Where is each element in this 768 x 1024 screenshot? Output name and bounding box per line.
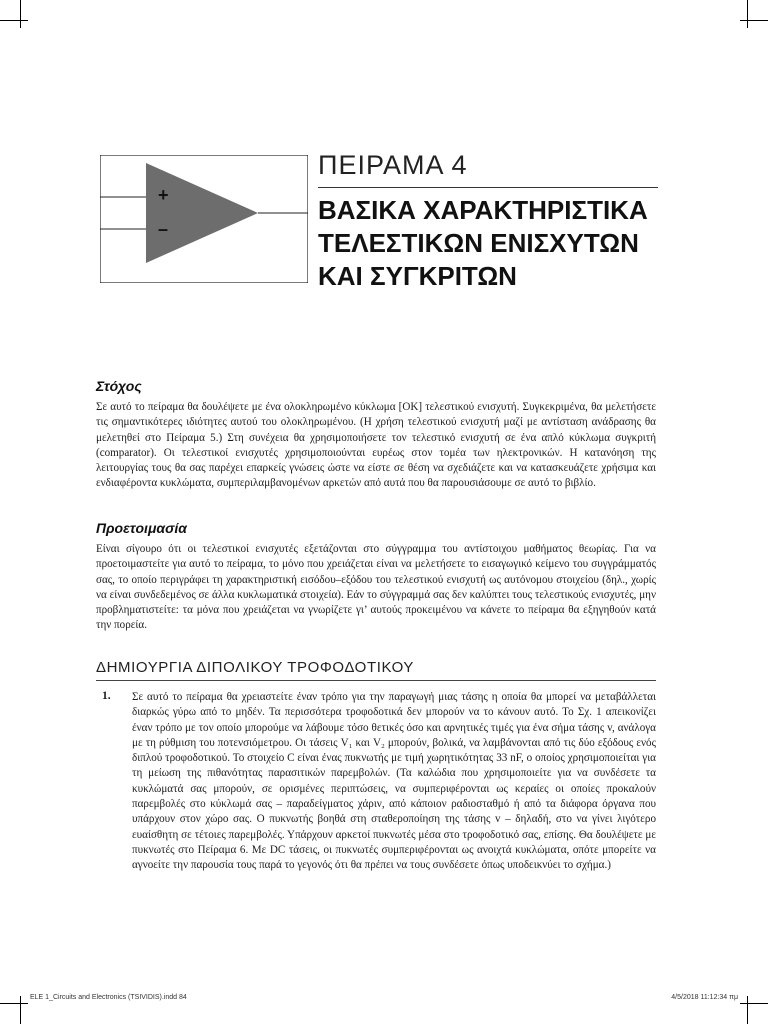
goal-section <box>96 378 656 492</box>
numbered-item <box>96 690 656 874</box>
crop-mark <box>20 996 21 1024</box>
opamp-symbol-illustration <box>100 155 308 283</box>
crop-mark <box>740 20 768 21</box>
power-supply-section <box>96 659 656 874</box>
preparation-heading: Προετοιμασία <box>96 520 187 536</box>
section-title: ΔΗΜΙΟΥΡΓΙΑ ΔΙΠΟΛΙΚΟΥ ΤΡΟΦΟΔΟΤΙΚΟΥ <box>96 659 415 676</box>
item-number: 1. <box>102 690 111 702</box>
crop-mark <box>747 0 748 28</box>
footer-file-info: ELE 1_Circuits and Electronics (TSIVIDIS).indd 84 <box>30 994 187 1001</box>
preparation-paragraph: Είναι σίγουρο ότι οι τελεστικοί ενισχυτές εξετάζονται στο σύγγραμμα του αντίστοιχου μαθήματος θεωρίας. Για να προετοιμαστείτε για αυτό το πείραμα, το μόνο που χρειάζεται είναι να μελετήσετε το εισαγωγικό κείμενο του συγγράμματός σας, το οποίο περιγράφει τη χαρακτηριστική εισόδου–εξόδου του τελεστικού ενισχυτή ως αυτόνομου στοιχείου (δηλ., χωρίς να είναι συνδεδεμένος σε άλλα κυκλωματικά στοιχεία). Εάν το σύγγραμμά σας δεν καλύπτει τους τελεστικούς ενισχυτές, μην προβληματιστείτε: τα μόνα που χρειάζεται να γνωρίζετε γι’ αυτούς προκειμένου να κάνετε το πείραμα θα εξηγηθούν κατά την πορεία. <box>96 543 656 632</box>
goal-paragraph: Σε αυτό το πείραμα θα δουλέψετε με ένα ολοκληρωμένο κύκλωμα [ΟΚ] τελεστικού ενισχυτή. Συγκεκριμένα, θα μελετήσετε τις σημαντικότερες ιδιότητες αυτού του ολοκληρωμένου. (Η χρήση τελεστικού ενισχυτή μαζί με αντίσταση ανάδρασης θα μελετηθεί στο Πείραμα 5.) Στη συνέχεια θα χρησιμοποιήσετε τον τελεστικό ενισχυτή σε ένα απλό κύκλωμα συγκριτή (comparator). Οι τελεστικοί ενισχυτές χρησιμοποιούνται ευρέως στον τομέα των ηλεκτρονικών. Η κατανόηση της λειτουργίας τους θα σας παρέχει επαρκείς γνώσεις ώστε να είστε σε θέση να σχεδιάζετε και να κατασκευάζετε χρήσιμα και ενδιαφέροντα κυκλώματα, συμπεριλαμβανομένων αρκετών από αυτά που θα παρουσιάσουμε σε αυτό το βιβλίο. <box>96 401 656 490</box>
goal-heading: Στόχος <box>96 378 142 394</box>
title-line: ΚΑΙ ΣΥΓΚΡΙΤΩΝ <box>318 261 517 292</box>
crop-mark <box>747 996 748 1024</box>
crop-mark <box>0 1003 28 1004</box>
chapter-title <box>318 194 658 293</box>
chapter-heading <box>318 150 658 293</box>
heading-rule <box>318 187 658 188</box>
footer-timestamp: 4/5/2018 11:12:34 πμ <box>671 994 738 1001</box>
title-line: ΒΑΣΙΚΑ ΧΑΡΑΚΤΗΡΙΣΤΙΚΑ <box>318 195 648 225</box>
opamp-minus-label: – <box>158 219 169 239</box>
experiment-number: ΠΕΙΡΑΜΑ 4 <box>318 150 468 180</box>
title-line: ΤΕΛΕΣΤΙΚΩΝ ΕΝΙΣΧΥΤΩΝ <box>318 228 639 259</box>
preparation-section <box>96 520 656 634</box>
crop-mark <box>20 0 21 28</box>
section-rule <box>96 680 656 681</box>
item-paragraph: Σε αυτό το πείραμα θα χρειαστείτε έναν τρόπο για την παραγωγή μιας τάσης η οποία θα μπορεί να μεταβάλλεται διαρκώς γύρω από το μηδέν. Τα περισσότερα τροφοδοτικά δεν μπορούν να το κάνουν αυτό. Το Σχ. 1 απεικονίζει έναν τρόπο με τον οποίο μπορούμε να λάβουμε τόσο θετικές όσο και αρνητικές τιμές για ένα σήμα τάσης v, ανάλογα με τη ρύθμιση του ποτενσιόμετρου. Οι τάσεις V₁ και V₂ μπορούν, βολικά, να λαμβάνονται από τις δύο εξόδους ενός διπλού τροφοδοτικού. Το στοιχείο C είναι ένας πυκνωτής με τιμή χωρητικότητας 33 nF, ο οποίος χρησιμοποιείται για τη μείωση της πιθανότητας παρασιτικών παρεμβολών. (Τα καλώδια που χρησιμοποιείτε για να συνδέσετε τα κυκλώματά σας μπορούν, σε ορισμένες περιπτώσεις, να συμπεριφέρονται ως κεραίες οι οποίες προκαλούν παρεμβολές στο κύκλωμά σας – παραδείγματος χάριν, από κάποιον ραδιοσταθμό ή από τα διάφορα όργανα που υπάρχουν στον χώρο σας. Ο πυκνωτής βοηθά στη σταθεροποίηση της τάσης v – δηλαδή, στο να γίνει λιγότερο ευαίσθητη σε τέτοιες παρεμβολές. Υπάρχουν αρκετοί πυκνωτές μέσα στο τροφοδοτικό σας, επίσης. Θα δουλέψετε με πυκνωτές στο Πείραμα 6. Με DC τάσεις, οι πυκνωτές συμπεριφέρονται ως ανοιχτά κυκλώματα, οπότε μπορείτε να αγνοείτε την παρουσία τους παρά το γεγονός ότι θα πρέπει να τους συνδέσετε όπως υποδεικνύει το σχήμα.) <box>132 691 656 872</box>
opamp-plus-label: + <box>158 185 169 205</box>
crop-mark <box>0 20 28 21</box>
crop-mark <box>740 1003 768 1004</box>
